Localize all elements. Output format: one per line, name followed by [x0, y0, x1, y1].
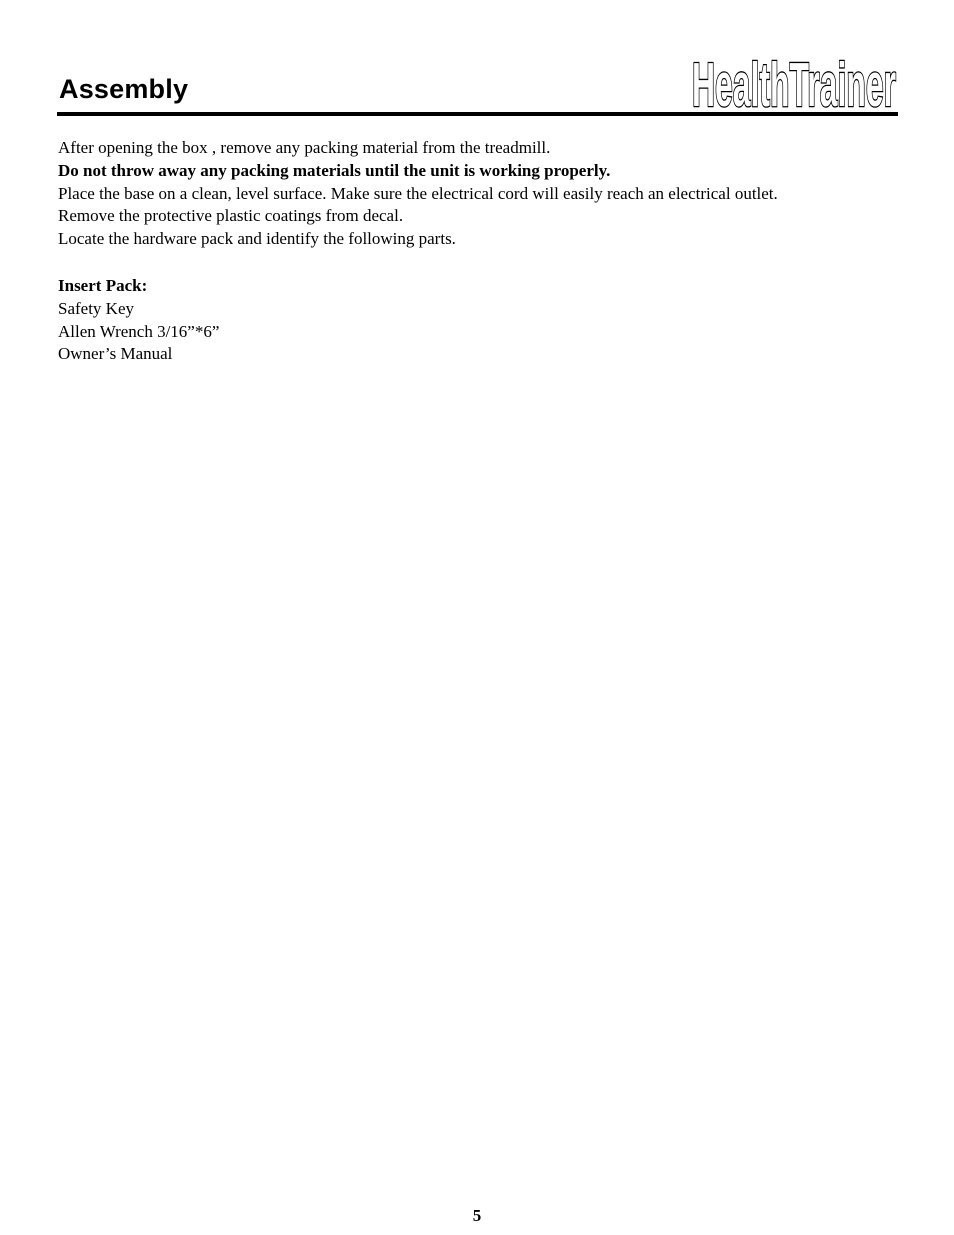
paragraph-gap: [58, 251, 888, 275]
intro-line-open-box: After opening the box , remove any packing material from the treadmill.: [58, 138, 551, 157]
assembly-instructions: [58, 137, 888, 366]
insert-pack-item-safety-key: Safety Key: [58, 298, 135, 318]
healthtrainer-logo: [690, 56, 898, 112]
intro-line-locate-hardware: Locate the hardware pack and identify the following parts.: [58, 229, 456, 249]
insert-pack-heading: Insert Pack:: [58, 275, 148, 295]
page-number: 5: [472, 1206, 482, 1225]
intro-line-place-base: Place the base on a clean, level surface. Make sure the electrical cord will easily reach an electrical outlet.: [58, 183, 778, 203]
insert-pack-item-owners-manual: Owner’s Manual: [58, 344, 173, 364]
header-divider: [57, 112, 898, 116]
page-header: [57, 56, 898, 118]
page-title: Assembly: [59, 74, 189, 104]
intro-line-remove-coatings: Remove the protective plastic coatings from decal.: [58, 206, 404, 226]
insert-pack-item-allen-wrench: Allen Wrench 3/16”*6”: [58, 321, 220, 341]
svg-text:HealthTrainer: HealthTrainer: [692, 56, 896, 112]
intro-line-packing-warning: Do not throw away any packing materials until the unit is working properly.: [58, 160, 611, 180]
